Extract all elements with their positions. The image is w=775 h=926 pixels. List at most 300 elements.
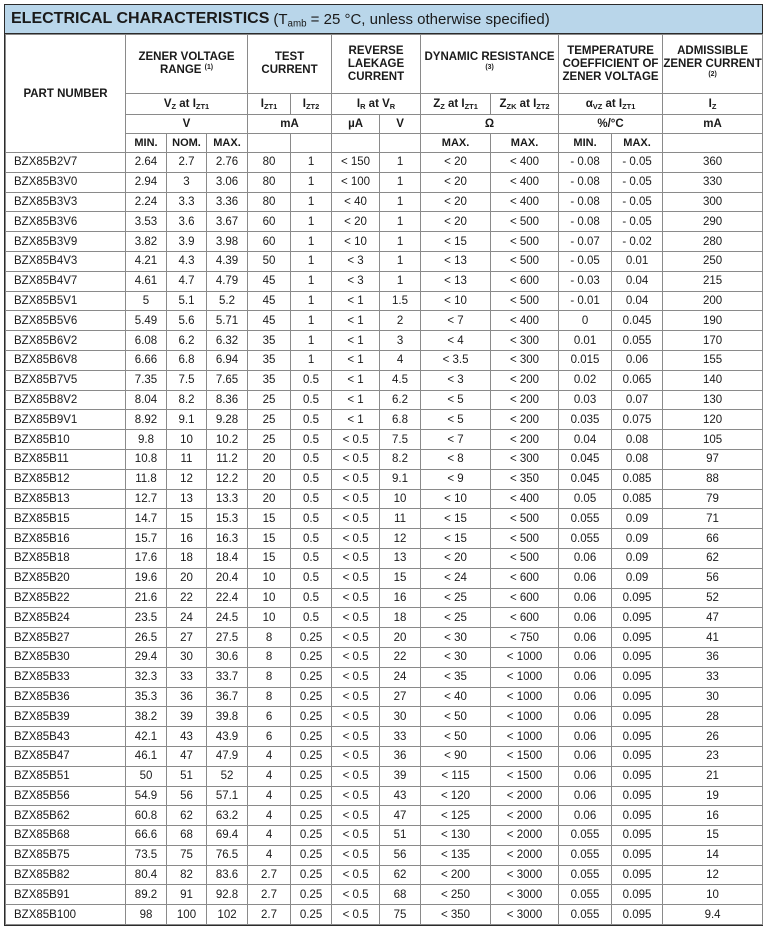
cell-tc-max: 0.09 bbox=[612, 509, 663, 529]
cell-iz: 88 bbox=[663, 469, 763, 489]
cell-zzk-max: < 500 bbox=[491, 212, 559, 232]
cell-zz-max: < 10 bbox=[421, 489, 491, 509]
limit-max: MAX. bbox=[207, 134, 248, 153]
cell-zzk-max: < 1500 bbox=[491, 766, 559, 786]
cell-vz-max: 13.3 bbox=[207, 489, 248, 509]
cell-ir: < 0.5 bbox=[332, 826, 380, 846]
unit-milliamp-admissible: mA bbox=[663, 115, 763, 134]
cell-vz-max: 6.32 bbox=[207, 331, 248, 351]
cell-izt1: 80 bbox=[248, 153, 291, 173]
cell-tc-max: 0.08 bbox=[612, 449, 663, 469]
cell-vz-min: 29.4 bbox=[126, 647, 167, 667]
cell-vz-nom: 18 bbox=[167, 548, 207, 568]
cell-tc-max: 0.095 bbox=[612, 608, 663, 628]
cell-ir: < 0.5 bbox=[332, 707, 380, 727]
cell-vr: 3 bbox=[380, 331, 421, 351]
table-row bbox=[6, 766, 763, 786]
table-row bbox=[6, 628, 763, 648]
cell-vr: 62 bbox=[380, 865, 421, 885]
cell-vz-min: 8.04 bbox=[126, 390, 167, 410]
limit-dr-max: MAX. bbox=[421, 134, 491, 153]
cell-izt1: 10 bbox=[248, 568, 291, 588]
limit-nom: NOM. bbox=[167, 134, 207, 153]
cell-izt2: 0.25 bbox=[291, 746, 332, 766]
cell-ir: < 20 bbox=[332, 212, 380, 232]
cell-zz-max: < 250 bbox=[421, 885, 491, 905]
cell-tc-max: 0.09 bbox=[612, 529, 663, 549]
cell-iz: 16 bbox=[663, 806, 763, 826]
cell-vz-min: 2.24 bbox=[126, 192, 167, 212]
cell-tc-max: 0.095 bbox=[612, 766, 663, 786]
cell-vz-nom: 6.2 bbox=[167, 331, 207, 351]
cell-vr: 43 bbox=[380, 786, 421, 806]
cell-ir: < 1 bbox=[332, 370, 380, 390]
cell-izt1: 80 bbox=[248, 172, 291, 192]
cell-part-number: BZX85B82 bbox=[6, 865, 126, 885]
unit-ohm: Ω bbox=[421, 115, 559, 134]
cell-vz-nom: 20 bbox=[167, 568, 207, 588]
cell-tc-min: 0.03 bbox=[559, 390, 612, 410]
cell-izt1: 35 bbox=[248, 350, 291, 370]
table-row bbox=[6, 865, 763, 885]
table-row bbox=[6, 469, 763, 489]
cell-zz-max: < 20 bbox=[421, 153, 491, 173]
cell-iz: 66 bbox=[663, 529, 763, 549]
cell-part-number: BZX85B47 bbox=[6, 746, 126, 766]
cell-vz-max: 27.5 bbox=[207, 628, 248, 648]
cell-tc-min: 0.045 bbox=[559, 469, 612, 489]
cell-vz-min: 89.2 bbox=[126, 885, 167, 905]
cell-zz-max: < 15 bbox=[421, 232, 491, 252]
cell-vr: 27 bbox=[380, 687, 421, 707]
cell-ir: < 0.5 bbox=[332, 647, 380, 667]
table-row bbox=[6, 707, 763, 727]
table-row bbox=[6, 905, 763, 925]
symbol-alpha-vz: $\alpha_{VZ}$ at $I_{ZT1}$ bbox=[559, 94, 663, 115]
cell-tc-max: 0.04 bbox=[612, 271, 663, 291]
unit-milliamp: mA bbox=[248, 115, 332, 134]
table-row bbox=[6, 430, 763, 450]
cell-izt1: 4 bbox=[248, 826, 291, 846]
cell-part-number: BZX85B9V1 bbox=[6, 410, 126, 430]
cell-iz: 10 bbox=[663, 885, 763, 905]
cell-vz-nom: 43 bbox=[167, 727, 207, 747]
cell-zz-max: < 7 bbox=[421, 430, 491, 450]
cell-part-number: BZX85B36 bbox=[6, 687, 126, 707]
cell-vz-min: 5.49 bbox=[126, 311, 167, 331]
cell-ir: < 1 bbox=[332, 291, 380, 311]
cell-part-number: BZX85B62 bbox=[6, 806, 126, 826]
cell-izt2: 1 bbox=[291, 192, 332, 212]
cell-part-number: BZX85B5V6 bbox=[6, 311, 126, 331]
cell-part-number: BZX85B15 bbox=[6, 509, 126, 529]
cell-vz-nom: 7.5 bbox=[167, 370, 207, 390]
cell-vz-max: 57.1 bbox=[207, 786, 248, 806]
cell-tc-max: 0.045 bbox=[612, 311, 663, 331]
cell-izt1: 4 bbox=[248, 786, 291, 806]
table-row bbox=[6, 806, 763, 826]
cell-iz: 19 bbox=[663, 786, 763, 806]
cell-tc-min: 0.04 bbox=[559, 430, 612, 450]
cell-izt2: 0.5 bbox=[291, 529, 332, 549]
cell-tc-min: 0.06 bbox=[559, 707, 612, 727]
cell-tc-min: - 0.08 bbox=[559, 172, 612, 192]
cell-vz-nom: 3.6 bbox=[167, 212, 207, 232]
cell-iz: 14 bbox=[663, 845, 763, 865]
cell-ir: < 0.5 bbox=[332, 489, 380, 509]
cell-vr: 10 bbox=[380, 489, 421, 509]
cell-tc-min: 0.06 bbox=[559, 647, 612, 667]
cell-vz-min: 6.66 bbox=[126, 350, 167, 370]
cell-tc-max: - 0.05 bbox=[612, 172, 663, 192]
cell-vr: 33 bbox=[380, 727, 421, 747]
cell-tc-min: - 0.08 bbox=[559, 153, 612, 173]
cell-ir: < 0.5 bbox=[332, 746, 380, 766]
cell-vz-nom: 68 bbox=[167, 826, 207, 846]
cell-izt2: 1 bbox=[291, 232, 332, 252]
cell-ir: < 0.5 bbox=[332, 509, 380, 529]
cell-ir: < 0.5 bbox=[332, 905, 380, 925]
cell-tc-min: 0.06 bbox=[559, 667, 612, 687]
cell-izt2: 0.25 bbox=[291, 727, 332, 747]
header-admissible-current: ADMISSIBLE ZENER CURRENT $^{(2)}$ bbox=[663, 35, 763, 94]
cell-izt1: 35 bbox=[248, 331, 291, 351]
cell-zzk-max: < 200 bbox=[491, 370, 559, 390]
cell-vz-min: 8.92 bbox=[126, 410, 167, 430]
cell-izt2: 1 bbox=[291, 212, 332, 232]
table-row bbox=[6, 548, 763, 568]
cell-ir: < 10 bbox=[332, 232, 380, 252]
cell-vr: 6.8 bbox=[380, 410, 421, 430]
cell-izt1: 10 bbox=[248, 588, 291, 608]
cell-zz-max: < 13 bbox=[421, 271, 491, 291]
cell-vz-nom: 22 bbox=[167, 588, 207, 608]
cell-iz: 15 bbox=[663, 826, 763, 846]
cell-izt2: 1 bbox=[291, 271, 332, 291]
cell-izt2: 0.5 bbox=[291, 489, 332, 509]
cell-tc-min: 0.06 bbox=[559, 727, 612, 747]
cell-vz-nom: 39 bbox=[167, 707, 207, 727]
table-row bbox=[6, 885, 763, 905]
cell-iz: 280 bbox=[663, 232, 763, 252]
cell-part-number: BZX85B3V6 bbox=[6, 212, 126, 232]
cell-izt1: 45 bbox=[248, 311, 291, 331]
table-row bbox=[6, 410, 763, 430]
cell-vz-nom: 15 bbox=[167, 509, 207, 529]
cell-izt1: 25 bbox=[248, 430, 291, 450]
cell-ir: < 1 bbox=[332, 410, 380, 430]
cell-izt1: 4 bbox=[248, 806, 291, 826]
cell-tc-min: - 0.08 bbox=[559, 192, 612, 212]
cell-izt1: 80 bbox=[248, 192, 291, 212]
cell-vz-min: 9.8 bbox=[126, 430, 167, 450]
cell-tc-max: 0.095 bbox=[612, 865, 663, 885]
cell-iz: 155 bbox=[663, 350, 763, 370]
cell-tc-max: 0.085 bbox=[612, 469, 663, 489]
cell-part-number: BZX85B16 bbox=[6, 529, 126, 549]
cell-vz-max: 3.98 bbox=[207, 232, 248, 252]
cell-vr: 1 bbox=[380, 172, 421, 192]
cell-izt2: 0.5 bbox=[291, 430, 332, 450]
cell-zzk-max: < 1500 bbox=[491, 746, 559, 766]
cell-vr: 1 bbox=[380, 251, 421, 271]
cell-izt1: 8 bbox=[248, 687, 291, 707]
cell-iz: 12 bbox=[663, 865, 763, 885]
cell-izt2: 0.5 bbox=[291, 449, 332, 469]
cell-vz-nom: 6.8 bbox=[167, 350, 207, 370]
cell-part-number: BZX85B24 bbox=[6, 608, 126, 628]
cell-vr: 39 bbox=[380, 766, 421, 786]
cell-zz-max: < 20 bbox=[421, 172, 491, 192]
cell-tc-max: 0.01 bbox=[612, 251, 663, 271]
cell-iz: 250 bbox=[663, 251, 763, 271]
symbol-ir: $I_R$ at $V_R$ bbox=[332, 94, 421, 115]
cell-iz: 33 bbox=[663, 667, 763, 687]
cell-tc-min: 0.055 bbox=[559, 529, 612, 549]
cell-izt1: 20 bbox=[248, 489, 291, 509]
cell-vz-nom: 56 bbox=[167, 786, 207, 806]
cell-vz-min: 98 bbox=[126, 905, 167, 925]
table-body bbox=[6, 153, 763, 925]
cell-tc-max: - 0.05 bbox=[612, 153, 663, 173]
cell-izt2: 0.25 bbox=[291, 845, 332, 865]
cell-vz-nom: 75 bbox=[167, 845, 207, 865]
cell-part-number: BZX85B6V8 bbox=[6, 350, 126, 370]
cell-iz: 215 bbox=[663, 271, 763, 291]
cell-vz-max: 3.36 bbox=[207, 192, 248, 212]
cell-izt1: 15 bbox=[248, 548, 291, 568]
cell-tc-min: 0.01 bbox=[559, 331, 612, 351]
table-row bbox=[6, 746, 763, 766]
cell-vz-min: 50 bbox=[126, 766, 167, 786]
table-row bbox=[6, 509, 763, 529]
cell-zzk-max: < 400 bbox=[491, 489, 559, 509]
symbol-iz: $I_Z$ bbox=[663, 94, 763, 115]
cell-vz-max: 18.4 bbox=[207, 548, 248, 568]
cell-vr: 2 bbox=[380, 311, 421, 331]
cell-vz-nom: 4.3 bbox=[167, 251, 207, 271]
table-row bbox=[6, 251, 763, 271]
cell-iz: 36 bbox=[663, 647, 763, 667]
cell-zzk-max: < 1000 bbox=[491, 647, 559, 667]
cell-vz-max: 10.2 bbox=[207, 430, 248, 450]
cell-vz-nom: 13 bbox=[167, 489, 207, 509]
limit-min: MIN. bbox=[126, 134, 167, 153]
cell-vz-max: 24.5 bbox=[207, 608, 248, 628]
cell-vz-min: 60.8 bbox=[126, 806, 167, 826]
cell-vz-min: 12.7 bbox=[126, 489, 167, 509]
cell-tc-max: 0.095 bbox=[612, 687, 663, 707]
table-row bbox=[6, 489, 763, 509]
cell-iz: 140 bbox=[663, 370, 763, 390]
cell-tc-min: 0.035 bbox=[559, 410, 612, 430]
cell-izt2: 0.5 bbox=[291, 469, 332, 489]
cell-vr: 68 bbox=[380, 885, 421, 905]
cell-vz-nom: 9.1 bbox=[167, 410, 207, 430]
cell-zzk-max: < 350 bbox=[491, 469, 559, 489]
cell-tc-min: 0.06 bbox=[559, 548, 612, 568]
cell-zzk-max: < 2000 bbox=[491, 845, 559, 865]
cell-vz-nom: 27 bbox=[167, 628, 207, 648]
cell-iz: 120 bbox=[663, 410, 763, 430]
cell-part-number: BZX85B3V3 bbox=[6, 192, 126, 212]
cell-part-number: BZX85B5V1 bbox=[6, 291, 126, 311]
cell-vr: 36 bbox=[380, 746, 421, 766]
cell-izt2: 1 bbox=[291, 331, 332, 351]
cell-tc-min: 0.055 bbox=[559, 509, 612, 529]
cell-part-number: BZX85B68 bbox=[6, 826, 126, 846]
cell-vz-nom: 91 bbox=[167, 885, 207, 905]
cell-vz-min: 80.4 bbox=[126, 865, 167, 885]
cell-vz-max: 52 bbox=[207, 766, 248, 786]
cell-ir: < 0.5 bbox=[332, 588, 380, 608]
cell-zzk-max: < 300 bbox=[491, 331, 559, 351]
cell-izt2: 0.5 bbox=[291, 568, 332, 588]
header-reverse-leakage: REVERSE LAEKAGE CURRENT bbox=[332, 35, 421, 94]
cell-iz: 300 bbox=[663, 192, 763, 212]
cell-vr: 4.5 bbox=[380, 370, 421, 390]
cell-vz-max: 2.76 bbox=[207, 153, 248, 173]
cell-izt2: 0.25 bbox=[291, 707, 332, 727]
table-row bbox=[6, 826, 763, 846]
cell-ir: < 3 bbox=[332, 271, 380, 291]
cell-iz: 200 bbox=[663, 291, 763, 311]
table-row bbox=[6, 172, 763, 192]
cell-izt1: 60 bbox=[248, 232, 291, 252]
cell-izt1: 6 bbox=[248, 707, 291, 727]
cell-zz-max: < 30 bbox=[421, 647, 491, 667]
cell-vz-max: 39.8 bbox=[207, 707, 248, 727]
cell-tc-max: 0.055 bbox=[612, 331, 663, 351]
cell-tc-max: - 0.02 bbox=[612, 232, 663, 252]
cell-part-number: BZX85B30 bbox=[6, 647, 126, 667]
cell-vr: 47 bbox=[380, 806, 421, 826]
cell-tc-min: 0.06 bbox=[559, 608, 612, 628]
limit-blank bbox=[248, 134, 291, 153]
cell-vz-min: 14.7 bbox=[126, 509, 167, 529]
cell-zz-max: < 35 bbox=[421, 667, 491, 687]
cell-ir: < 150 bbox=[332, 153, 380, 173]
cell-vr: 24 bbox=[380, 667, 421, 687]
header-temp-coefficient: TEMPERATURE COEFFICIENT OF ZENER VOLTAGE bbox=[559, 35, 663, 94]
cell-vr: 51 bbox=[380, 826, 421, 846]
cell-tc-max: 0.09 bbox=[612, 548, 663, 568]
table-row bbox=[6, 845, 763, 865]
cell-tc-max: 0.095 bbox=[612, 588, 663, 608]
cell-zzk-max: < 1000 bbox=[491, 707, 559, 727]
table-row bbox=[6, 291, 763, 311]
cell-izt1: 10 bbox=[248, 608, 291, 628]
cell-izt1: 50 bbox=[248, 251, 291, 271]
cell-iz: 330 bbox=[663, 172, 763, 192]
cell-izt2: 1 bbox=[291, 153, 332, 173]
cell-izt2: 0.5 bbox=[291, 509, 332, 529]
cell-tc-max: 0.095 bbox=[612, 806, 663, 826]
cell-zzk-max: < 400 bbox=[491, 153, 559, 173]
cell-vz-nom: 16 bbox=[167, 529, 207, 549]
cell-vr: 18 bbox=[380, 608, 421, 628]
cell-izt2: 0.5 bbox=[291, 588, 332, 608]
cell-vz-max: 102 bbox=[207, 905, 248, 925]
cell-vz-nom: 36 bbox=[167, 687, 207, 707]
table-row bbox=[6, 786, 763, 806]
limit-tc-max: MAX. bbox=[612, 134, 663, 153]
cell-vz-min: 66.6 bbox=[126, 826, 167, 846]
cell-izt2: 0.25 bbox=[291, 667, 332, 687]
cell-zz-max: < 15 bbox=[421, 529, 491, 549]
symbol-zz: $Z_Z$ at $I_{ZT1}$ bbox=[421, 94, 491, 115]
cell-tc-max: 0.095 bbox=[612, 885, 663, 905]
cell-vr: 1.5 bbox=[380, 291, 421, 311]
cell-part-number: BZX85B4V3 bbox=[6, 251, 126, 271]
cell-vz-max: 36.7 bbox=[207, 687, 248, 707]
cell-vz-max: 69.4 bbox=[207, 826, 248, 846]
cell-vz-nom: 3 bbox=[167, 172, 207, 192]
cell-vz-min: 3.82 bbox=[126, 232, 167, 252]
cell-zz-max: < 40 bbox=[421, 687, 491, 707]
cell-tc-min: 0.06 bbox=[559, 806, 612, 826]
cell-izt1: 4 bbox=[248, 845, 291, 865]
cell-vz-min: 2.64 bbox=[126, 153, 167, 173]
limit-blank bbox=[380, 134, 421, 153]
limit-blank bbox=[332, 134, 380, 153]
cell-iz: 23 bbox=[663, 746, 763, 766]
cell-izt2: 1 bbox=[291, 350, 332, 370]
cell-ir: < 40 bbox=[332, 192, 380, 212]
cell-tc-max: 0.095 bbox=[612, 628, 663, 648]
cell-vz-min: 4.61 bbox=[126, 271, 167, 291]
cell-izt2: 0.25 bbox=[291, 786, 332, 806]
cell-tc-min: 0.055 bbox=[559, 845, 612, 865]
cell-vz-nom: 2.7 bbox=[167, 153, 207, 173]
cell-vr: 1 bbox=[380, 271, 421, 291]
cell-izt2: 0.25 bbox=[291, 687, 332, 707]
cell-iz: 130 bbox=[663, 390, 763, 410]
symbol-zzk: $Z_{ZK}$ at $I_{ZT2}$ bbox=[491, 94, 559, 115]
title-condition: ($T_{amb} = 25$ °C, unless otherwise specified) bbox=[273, 10, 550, 29]
cell-vr: 1 bbox=[380, 232, 421, 252]
cell-iz: 190 bbox=[663, 311, 763, 331]
cell-izt1: 25 bbox=[248, 410, 291, 430]
cell-zz-max: < 120 bbox=[421, 786, 491, 806]
cell-ir: < 0.5 bbox=[332, 687, 380, 707]
symbol-izt2: $I_{ZT2}$ bbox=[291, 94, 332, 115]
cell-zz-max: < 15 bbox=[421, 509, 491, 529]
cell-zzk-max: < 500 bbox=[491, 509, 559, 529]
cell-vr: 13 bbox=[380, 548, 421, 568]
cell-izt1: 20 bbox=[248, 449, 291, 469]
cell-vz-max: 4.79 bbox=[207, 271, 248, 291]
cell-tc-max: 0.095 bbox=[612, 826, 663, 846]
cell-vz-min: 6.08 bbox=[126, 331, 167, 351]
cell-zzk-max: < 200 bbox=[491, 430, 559, 450]
cell-izt2: 0.25 bbox=[291, 905, 332, 925]
cell-vz-max: 22.4 bbox=[207, 588, 248, 608]
table-row bbox=[6, 153, 763, 173]
cell-tc-min: 0.015 bbox=[559, 350, 612, 370]
unit-volt: V bbox=[126, 115, 248, 134]
cell-iz: 41 bbox=[663, 628, 763, 648]
cell-zz-max: < 9 bbox=[421, 469, 491, 489]
table-title bbox=[5, 5, 762, 34]
cell-izt2: 0.25 bbox=[291, 826, 332, 846]
table-row bbox=[6, 350, 763, 370]
cell-vz-min: 11.8 bbox=[126, 469, 167, 489]
cell-tc-max: 0.095 bbox=[612, 845, 663, 865]
cell-izt2: 0.5 bbox=[291, 410, 332, 430]
cell-izt2: 0.25 bbox=[291, 647, 332, 667]
cell-zzk-max: < 300 bbox=[491, 449, 559, 469]
